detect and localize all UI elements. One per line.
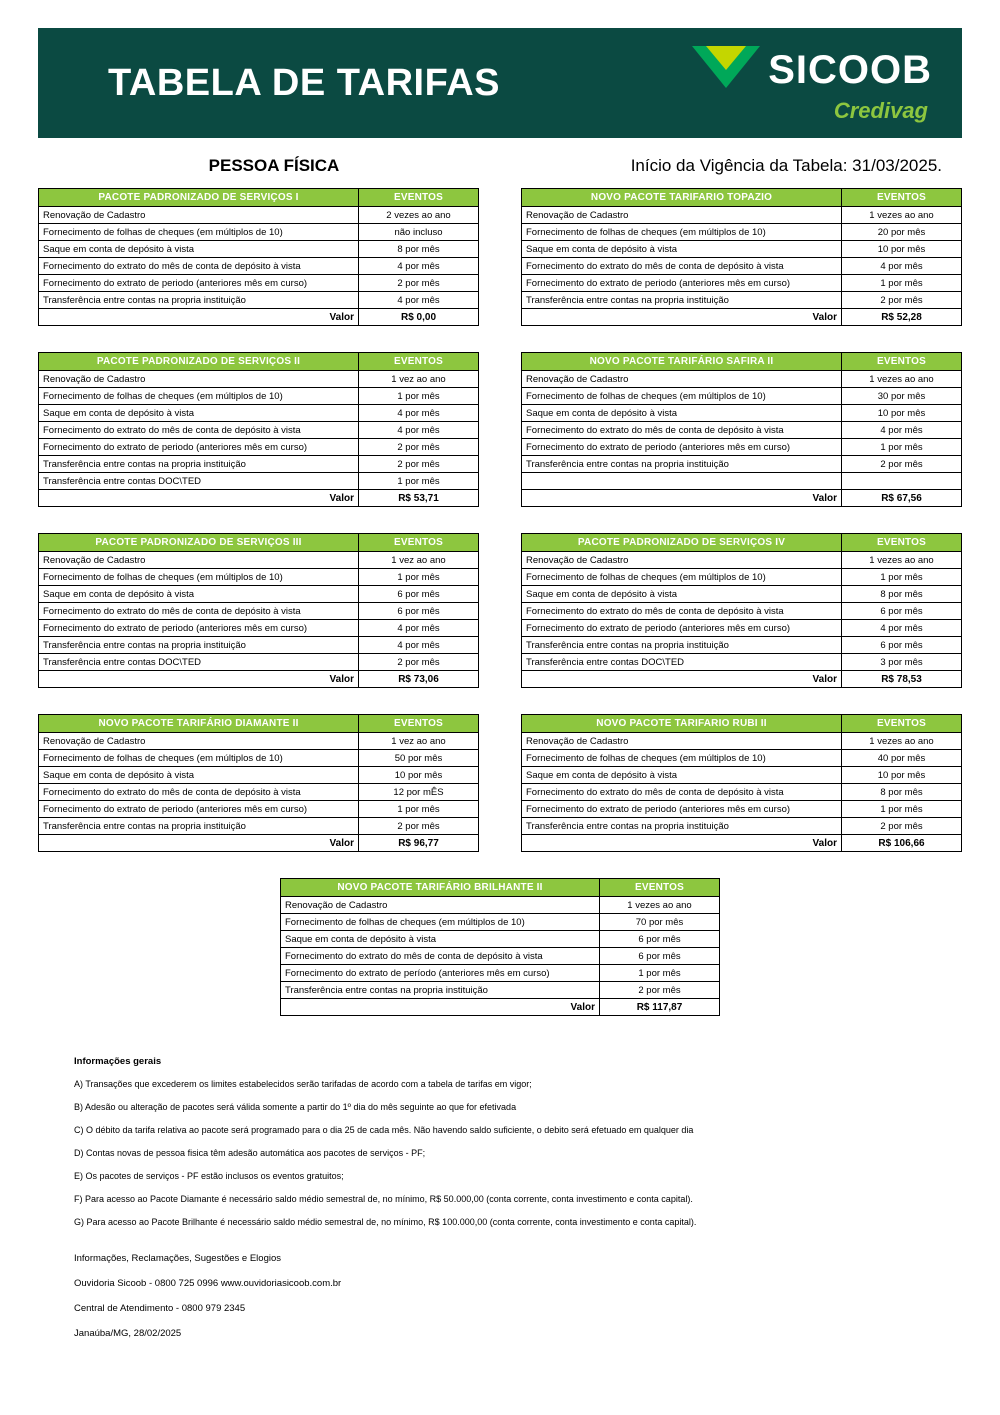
table-row — [39, 258, 479, 275]
info-line: F) Para acesso ao Pacote Diamante é necessário saldo médio semestral de, no mínimo, R$ 50.000,00 (conta corrente, conta investimento e conta capital). — [74, 1194, 693, 1204]
info-line: B) Adesão ou alteração de pacotes será válida somente a partir do 1º dia do mês seguinte ao que for efetivada — [74, 1102, 517, 1112]
service-description: Fornecimento de folhas de cheques (em múltiplos de 10) — [522, 750, 842, 767]
service-events: 2 por mês — [842, 292, 962, 309]
service-description: Saque em conta de depósito à vista — [281, 931, 600, 948]
package-table — [38, 352, 479, 507]
service-events: 4 por mês — [842, 258, 962, 275]
service-description: Fornecimento de folhas de cheques (em múltiplos de 10) — [39, 569, 359, 586]
service-description: Saque em conta de depósito à vista — [39, 405, 359, 422]
package-price: R$ 96,77 — [359, 835, 479, 852]
package-table — [38, 714, 479, 852]
service-events: 3 por mês — [842, 654, 962, 671]
service-events: 1 por mês — [359, 388, 479, 405]
table-row — [39, 784, 479, 801]
table-row — [39, 388, 479, 405]
service-description: Renovação de Cadastro — [522, 733, 842, 750]
service-description: Fornecimento de folhas de cheques (em múltiplos de 10) — [522, 224, 842, 241]
package-table — [521, 714, 962, 852]
service-description: Transferência entre contas na propria instituição — [522, 292, 842, 309]
service-description: Fornecimento do extrato do mês de conta de depósito à vista — [39, 784, 359, 801]
table-row — [39, 637, 479, 654]
brand-subname: Credivag — [833, 98, 928, 124]
table-row — [39, 801, 479, 818]
package-title: NOVO PACOTE TARIFÁRIO DIAMANTE II — [39, 715, 359, 733]
package-price: R$ 78,53 — [842, 671, 962, 688]
service-description: Transferência entre contas na propria instituição — [39, 456, 359, 473]
table-row — [522, 586, 962, 603]
service-events: 1 vezes ao ano — [842, 733, 962, 750]
service-events: 70 por mês — [600, 914, 720, 931]
service-events: 2 vezes ao ano — [359, 207, 479, 224]
service-description: Renovação de Cadastro — [39, 552, 359, 569]
service-description: Renovação de Cadastro — [522, 207, 842, 224]
table-row — [39, 241, 479, 258]
table-total-row — [39, 490, 479, 507]
service-events: não incluso — [359, 224, 479, 241]
package-table — [38, 533, 479, 688]
service-events: 4 por mês — [359, 637, 479, 654]
table-total-row — [281, 999, 720, 1016]
table-row — [281, 965, 720, 982]
package-title: NOVO PACOTE TARIFARIO TOPAZIO — [522, 189, 842, 207]
package-table — [280, 878, 720, 1016]
package-price: R$ 106,66 — [842, 835, 962, 852]
service-events: 2 por mês — [359, 275, 479, 292]
service-description: Fornecimento do extrato de periodo (anteriores mês em curso) — [522, 801, 842, 818]
service-description: Transferência entre contas DOC\TED — [39, 654, 359, 671]
service-description: Fornecimento do extrato de periodo (anteriores mês em curso) — [39, 275, 359, 292]
package-price: R$ 67,56 — [842, 490, 962, 507]
package-price: R$ 52,28 — [842, 309, 962, 326]
package-title: PACOTE PADRONIZADO DE SERVIÇOS IV — [522, 534, 842, 552]
service-events: 1 vez ao ano — [359, 371, 479, 388]
table-row — [39, 371, 479, 388]
table-row — [281, 982, 720, 999]
events-column-header: EVENTOS — [842, 189, 962, 207]
table-row — [39, 439, 479, 456]
service-events: 8 por mês — [359, 241, 479, 258]
table-total-row — [522, 309, 962, 326]
service-description: Transferência entre contas DOC\TED — [39, 473, 359, 490]
table-row — [39, 224, 479, 241]
table-row — [39, 620, 479, 637]
events-column-header: EVENTOS — [359, 715, 479, 733]
table-total-row — [522, 835, 962, 852]
packages-grid — [38, 188, 962, 878]
service-description: Saque em conta de depósito à vista — [39, 241, 359, 258]
table-row — [522, 569, 962, 586]
service-description: Renovação de Cadastro — [281, 897, 600, 914]
package-column-left — [38, 352, 479, 533]
service-description: Fornecimento do extrato de periodo (anteriores mês em curso) — [522, 275, 842, 292]
table-row — [39, 292, 479, 309]
service-description: Fornecimento do extrato de periodo (anteriores mês em curso) — [39, 620, 359, 637]
table-row — [522, 603, 962, 620]
service-events: 20 por mês — [842, 224, 962, 241]
table-row — [522, 637, 962, 654]
table-row — [39, 750, 479, 767]
table-row — [39, 603, 479, 620]
info-line: D) Contas novas de pessoa fisica têm adesão automática aos pacotes de serviços - PF; — [74, 1148, 426, 1158]
table-total-row — [522, 490, 962, 507]
package-title: PACOTE PADRONIZADO DE SERVIÇOS III — [39, 534, 359, 552]
info-line: A) Transações que excederem os limites estabelecidos serão tarifadas de acordo com a tabela de tarifas em vigor; — [74, 1079, 532, 1089]
brand-name: SICOOB — [768, 47, 932, 92]
service-events: 1 vez ao ano — [359, 552, 479, 569]
service-description: Transferência entre contas na propria instituição — [281, 982, 600, 999]
table-row — [522, 620, 962, 637]
package-column-left — [38, 714, 479, 878]
service-description: Renovação de Cadastro — [522, 371, 842, 388]
table-row — [522, 654, 962, 671]
package-table — [521, 188, 962, 326]
service-events: 1 por mês — [842, 801, 962, 818]
package-title: NOVO PACOTE TARIFÁRIO BRILHANTE II — [281, 879, 600, 897]
service-description: Fornecimento de folhas de cheques (em múltiplos de 10) — [39, 224, 359, 241]
package-table — [38, 188, 479, 326]
service-description: Transferência entre contas na propria instituição — [522, 637, 842, 654]
info-line: E) Os pacotes de serviços - PF estão inclusos os eventos gratuitos; — [74, 1171, 344, 1181]
table-row — [39, 456, 479, 473]
value-label: Valor — [522, 671, 842, 688]
table-row — [522, 439, 962, 456]
service-events: 6 por mês — [842, 603, 962, 620]
table-row — [522, 784, 962, 801]
contact-line: Central de Atendimento - 0800 979 2345 — [74, 1303, 246, 1314]
info-title: Informações gerais — [74, 1056, 162, 1067]
events-column-header: EVENTOS — [600, 879, 720, 897]
service-events: 40 por mês — [842, 750, 962, 767]
table-total-row — [522, 671, 962, 688]
package-title: NOVO PACOTE TARIFARIO RUBI II — [522, 715, 842, 733]
service-events: 4 por mês — [842, 422, 962, 439]
service-description: Renovação de Cadastro — [39, 371, 359, 388]
service-description: Saque em conta de depósito à vista — [39, 586, 359, 603]
service-description: Transferência entre contas na propria instituição — [39, 292, 359, 309]
table-row — [39, 733, 479, 750]
table-row — [281, 914, 720, 931]
events-column-header: EVENTOS — [359, 534, 479, 552]
table-row — [522, 258, 962, 275]
table-total-row — [39, 835, 479, 852]
service-description: Saque em conta de depósito à vista — [522, 405, 842, 422]
value-label: Valor — [522, 490, 842, 507]
package-column-left — [38, 188, 479, 352]
events-column-header: EVENTOS — [842, 534, 962, 552]
value-label: Valor — [39, 671, 359, 688]
service-events: 10 por mês — [842, 241, 962, 258]
package-price: R$ 117,87 — [600, 999, 720, 1016]
service-events: 10 por mês — [359, 767, 479, 784]
service-description: Fornecimento do extrato de periodo (anteriores mês em curso) — [39, 801, 359, 818]
service-events: 2 por mês — [359, 439, 479, 456]
service-description: Fornecimento do extrato do mês de conta de depósito à vista — [522, 422, 842, 439]
contact-line: Janaúba/MG, 28/02/2025 — [74, 1328, 182, 1339]
service-events: 1 por mês — [842, 569, 962, 586]
service-description: Fornecimento do extrato do mês de conta de depósito à vista — [39, 422, 359, 439]
service-description: Fornecimento de folhas de cheques (em múltiplos de 10) — [39, 750, 359, 767]
service-events: 2 por mês — [600, 982, 720, 999]
service-events: 6 por mês — [600, 948, 720, 965]
table-row — [522, 371, 962, 388]
package-title: NOVO PACOTE TARIFÁRIO SAFIRA II — [522, 353, 842, 371]
brand-logo — [690, 42, 932, 123]
service-events: 4 por mês — [359, 620, 479, 637]
service-events: 30 por mês — [842, 388, 962, 405]
package-price: R$ 53,71 — [359, 490, 479, 507]
service-description: Fornecimento do extrato de periodo (anteriores mês em curso) — [522, 439, 842, 456]
table-total-row — [39, 309, 479, 326]
service-description: Transferência entre contas na propria instituição — [39, 637, 359, 654]
service-events: 8 por mês — [842, 784, 962, 801]
service-events: 1 vezes ao ano — [842, 552, 962, 569]
service-description: Fornecimento de folhas de cheques (em múltiplos de 10) — [39, 388, 359, 405]
service-events: 1 vezes ao ano — [600, 897, 720, 914]
service-description: Fornecimento do extrato do mês de conta de depósito à vista — [39, 603, 359, 620]
table-row — [39, 207, 479, 224]
general-info — [38, 1056, 962, 1227]
service-description: Transferência entre contas DOC\TED — [522, 654, 842, 671]
package-column-right — [521, 352, 962, 533]
service-description: Fornecimento do extrato de periodo (anteriores mês em curso) — [522, 620, 842, 637]
service-events: 50 por mês — [359, 750, 479, 767]
contact-info — [38, 1253, 962, 1339]
table-row — [281, 948, 720, 965]
info-line: C) O débito da tarifa relativa ao pacote será programado para o dia 25 de cada mês. Não havendo saldo suficiente, o debito será efetuado em qualquer dia — [74, 1125, 694, 1135]
events-column-header: EVENTOS — [842, 715, 962, 733]
table-row — [522, 224, 962, 241]
package-price: R$ 0,00 — [359, 309, 479, 326]
table-row — [522, 552, 962, 569]
service-description: Transferência entre contas na propria instituição — [39, 818, 359, 835]
center-package-holder — [38, 878, 962, 1016]
service-events: 6 por mês — [359, 586, 479, 603]
audience-label: PESSOA FÍSICA — [208, 156, 340, 175]
value-label: Valor — [39, 309, 359, 326]
service-events — [842, 473, 962, 490]
value-label: Valor — [281, 999, 600, 1016]
service-events: 12 por mÊS — [359, 784, 479, 801]
table-row — [39, 552, 479, 569]
table-row — [522, 733, 962, 750]
service-description — [522, 473, 842, 490]
events-column-header: EVENTOS — [359, 353, 479, 371]
service-events: 1 vezes ao ano — [842, 207, 962, 224]
service-description: Fornecimento do extrato do mês de conta de depósito à vista — [281, 948, 600, 965]
table-row — [522, 767, 962, 784]
service-description: Fornecimento de folhas de cheques (em múltiplos de 10) — [281, 914, 600, 931]
table-row — [39, 405, 479, 422]
service-description: Renovação de Cadastro — [39, 733, 359, 750]
table-row — [281, 931, 720, 948]
table-row — [522, 473, 962, 490]
table-row — [522, 292, 962, 309]
document-header — [38, 28, 962, 138]
service-events: 8 por mês — [842, 586, 962, 603]
service-description: Fornecimento do extrato de periodo (anteriores mês em curso) — [39, 439, 359, 456]
service-description: Saque em conta de depósito à vista — [39, 767, 359, 784]
service-events: 1 por mês — [359, 473, 479, 490]
contact-line: Ouvidoria Sicoob - 0800 725 0996 www.ouvidoriasicoob.com.br — [74, 1278, 342, 1289]
table-row — [39, 818, 479, 835]
service-events: 1 por mês — [600, 965, 720, 982]
package-table — [521, 352, 962, 507]
package-column-right — [521, 188, 962, 352]
service-description: Saque em conta de depósito à vista — [522, 241, 842, 258]
table-row — [522, 405, 962, 422]
table-row — [39, 422, 479, 439]
table-row — [522, 750, 962, 767]
service-description: Saque em conta de depósito à vista — [522, 586, 842, 603]
service-events: 4 por mês — [359, 405, 479, 422]
table-row — [39, 275, 479, 292]
service-description: Saque em conta de depósito à vista — [522, 767, 842, 784]
package-table — [521, 533, 962, 688]
page-title: TABELA DE TARIFAS — [108, 61, 501, 104]
service-events: 6 por mês — [842, 637, 962, 654]
value-label: Valor — [39, 490, 359, 507]
service-events: 2 por mês — [842, 456, 962, 473]
service-events: 6 por mês — [600, 931, 720, 948]
service-description: Renovação de Cadastro — [39, 207, 359, 224]
table-row — [522, 456, 962, 473]
service-events: 1 vez ao ano — [359, 733, 479, 750]
service-events: 1 por mês — [842, 439, 962, 456]
table-row — [522, 388, 962, 405]
package-price: R$ 73,06 — [359, 671, 479, 688]
service-description: Renovação de Cadastro — [522, 552, 842, 569]
table-total-row — [39, 671, 479, 688]
table-row — [39, 586, 479, 603]
package-column-left — [38, 533, 479, 714]
service-description: Fornecimento do extrato de período (anteriores mês em curso) — [281, 965, 600, 982]
package-title: PACOTE PADRONIZADO DE SERVIÇOS II — [39, 353, 359, 371]
table-row — [522, 422, 962, 439]
table-row — [39, 654, 479, 671]
service-events: 1 por mês — [359, 801, 479, 818]
service-events: 2 por mês — [359, 456, 479, 473]
table-row — [281, 897, 720, 914]
service-events: 4 por mês — [842, 620, 962, 637]
table-row — [522, 207, 962, 224]
info-line: G) Para acesso ao Pacote Brilhante é necessário saldo médio semestral de, no mínimo, R$ 100.000,00 (conta corrente, conta investimento e conta capital). — [74, 1217, 697, 1227]
service-events: 4 por mês — [359, 422, 479, 439]
service-description: Fornecimento do extrato do mês de conta de depósito à vista — [522, 258, 842, 275]
service-events: 4 por mês — [359, 292, 479, 309]
table-row — [39, 473, 479, 490]
package-column-right — [521, 714, 962, 878]
table-row — [39, 767, 479, 784]
table-row — [522, 801, 962, 818]
table-row — [522, 275, 962, 292]
service-events: 2 por mês — [359, 818, 479, 835]
service-events: 1 vezes ao ano — [842, 371, 962, 388]
service-description: Transferência entre contas na propria instituição — [522, 818, 842, 835]
table-row — [522, 241, 962, 258]
validity-label: Início da Vigência da Tabela: 31/03/2025. — [630, 156, 942, 175]
service-events: 10 por mês — [842, 405, 962, 422]
service-description: Fornecimento de folhas de cheques (em múltiplos de 10) — [522, 388, 842, 405]
package-title: PACOTE PADRONIZADO DE SERVIÇOS I — [39, 189, 359, 207]
service-description: Transferência entre contas na propria instituição — [522, 456, 842, 473]
service-events: 10 por mês — [842, 767, 962, 784]
service-description: Fornecimento do extrato do mês de conta de depósito à vista — [522, 603, 842, 620]
sicoob-triangle-logo — [690, 42, 762, 97]
service-events: 4 por mês — [359, 258, 479, 275]
service-events: 1 por mês — [842, 275, 962, 292]
value-label: Valor — [39, 835, 359, 852]
service-description: Fornecimento do extrato do mês de conta de depósito à vista — [522, 784, 842, 801]
service-events: 1 por mês — [359, 569, 479, 586]
service-description: Fornecimento do extrato do mês de conta de depósito à vista — [39, 258, 359, 275]
value-label: Valor — [522, 835, 842, 852]
table-row — [39, 569, 479, 586]
service-events: 2 por mês — [842, 818, 962, 835]
events-column-header: EVENTOS — [842, 353, 962, 371]
service-events: 2 por mês — [359, 654, 479, 671]
subheader — [38, 156, 962, 176]
value-label: Valor — [522, 309, 842, 326]
table-row — [522, 818, 962, 835]
contact-line: Informações, Reclamações, Sugestões e Elogios — [74, 1253, 281, 1264]
service-description: Fornecimento de folhas de cheques (em múltiplos de 10) — [522, 569, 842, 586]
service-events: 6 por mês — [359, 603, 479, 620]
package-column-right — [521, 533, 962, 714]
events-column-header: EVENTOS — [359, 189, 479, 207]
